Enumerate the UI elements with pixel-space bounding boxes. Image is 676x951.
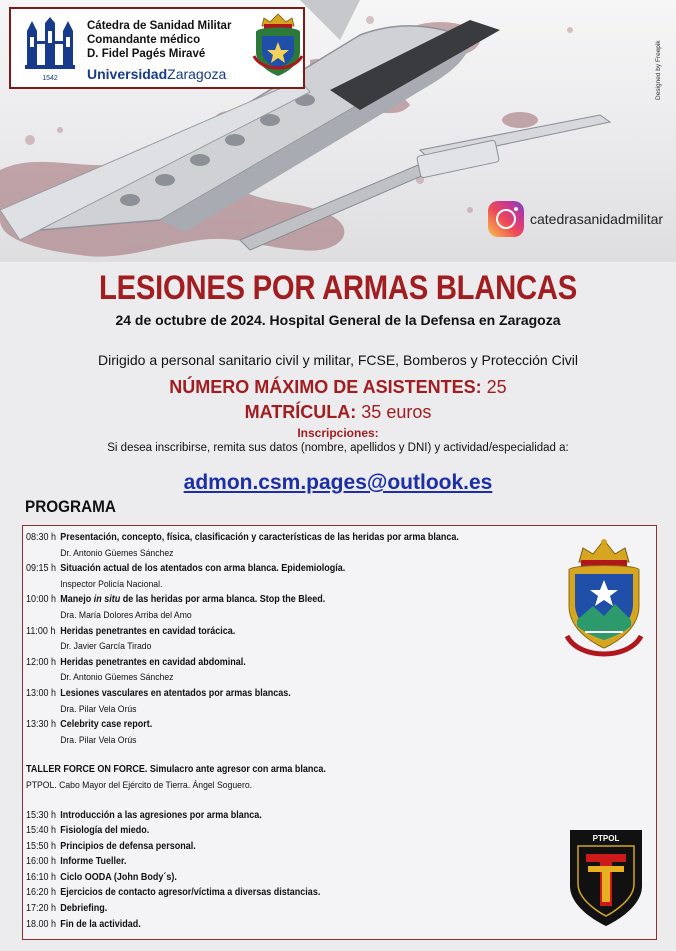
entry-description-post: de las heridas por arma blanca. Stop the Bleed. — [120, 594, 326, 606]
max-attendees-value: 25 — [486, 377, 507, 397]
entry-description — [60, 594, 325, 605]
program-entry — [26, 808, 494, 824]
entry-time: 16:10 h — [26, 871, 57, 883]
entry-description: Fisiología del miedo. — [60, 825, 150, 837]
entry-description: Celebrity case report. — [60, 719, 153, 731]
university-name-rest: Zaragoza — [167, 66, 227, 82]
audience-text: Dirigido a personal sanitario civil y militar, FCSE, Bomberos y Protección Civil — [97, 352, 579, 368]
program-entry — [26, 854, 494, 870]
entry-time: 12:00 h — [26, 656, 57, 668]
entry-description: Heridas penetrantes en cavidad abdominal. — [60, 656, 246, 668]
entry-time: 13:30 h — [26, 719, 57, 731]
workshop-title: TALLER FORCE ON FORCE. Simulacro ante agresor con arma blanca. — [26, 764, 326, 776]
entry-description: Presentación, concepto, física, clasificación y características de las heridas por arma blanca. — [60, 532, 459, 543]
registration-fee — [0, 402, 676, 423]
instagram-link[interactable] — [488, 201, 663, 237]
event-subtitle: 24 de octubre de 2024. Hospital General de la Defensa en Zaragoza — [115, 312, 561, 328]
program-entry — [26, 885, 494, 901]
entry-time: 09:15 h — [26, 563, 57, 575]
entry-description: Debriefing. — [60, 903, 108, 915]
university-name-bold: Universidad — [87, 66, 168, 82]
workshop-instructor: PTPOL. Cabo Mayor del Ejército de Tierra. Ángel Soguero. — [26, 779, 253, 791]
entry-description: Informe Tueller. — [60, 856, 127, 868]
military-crest-icon — [252, 12, 304, 80]
entry-description: Principios de defensa personal. — [60, 840, 196, 852]
entry-description: Situación actual de los atentados con arma blanca. Epidemiología. — [60, 563, 346, 575]
entry-description: Fin de la actividad. — [60, 918, 141, 930]
entry-speaker: Dra. María Dolores Arriba del Amo — [60, 609, 192, 621]
fee-label: MATRÍCULA: — [244, 402, 357, 422]
entry-time: 08:30 h — [26, 532, 57, 543]
entry-description: Heridas penetrantes en cavidad torácica. — [60, 625, 236, 637]
entry-time: 10:00 h — [26, 594, 57, 606]
entry-time: 16:20 h — [26, 887, 57, 899]
contact-email-link[interactable]: admon.csm.pages@outlook.es — [183, 471, 493, 494]
program-entry — [26, 686, 494, 702]
entry-description: Ciclo OODA (John Body´s). — [60, 871, 177, 883]
designed-by-credit: Designed by Freepik — [655, 40, 662, 100]
program-box — [22, 525, 657, 940]
entry-time: 15:30 h — [26, 809, 57, 821]
instagram-icon — [488, 201, 524, 237]
entry-time: 18.00 h — [26, 918, 57, 930]
max-attendees-label: NÚMERO MÁXIMO DE ASISTENTES: — [169, 377, 482, 397]
program-entry — [26, 839, 494, 855]
entry-time: 15:40 h — [26, 825, 57, 837]
institution-line-3: D. Fidel Pagés Miravé — [87, 48, 206, 60]
institution-name — [87, 19, 231, 61]
entry-speaker: Dr. Javier García Tirado — [60, 641, 152, 653]
program-entries — [26, 530, 546, 932]
institution-line-2: Comandante médico — [87, 34, 201, 46]
program-entry — [26, 655, 494, 671]
event-title: LESIONES POR ARMAS BLANCAS — [99, 269, 577, 307]
entry-speaker: Dr. Antonio Güemes Sánchez — [60, 547, 174, 559]
ptpol-badge-text: PTPOL — [592, 834, 620, 843]
institution-line-1: Cátedra de Sanidad Militar — [87, 20, 232, 32]
university-year: 1542 — [42, 75, 58, 82]
program-entry — [26, 823, 494, 839]
hero-banner — [0, 0, 676, 262]
program-entry — [26, 917, 494, 933]
program-entry — [26, 530, 494, 546]
instagram-handle: catedrasanidadmilitar — [530, 211, 664, 227]
registration-label: Inscripciones: — [297, 426, 379, 440]
program-entry — [26, 561, 494, 577]
program-entry — [26, 901, 494, 917]
entry-speaker: Dra. Pilar Vela Orús — [60, 734, 137, 746]
entry-description: Ejercicios de contacto agresor/víctima a diversas distancias. — [60, 887, 321, 899]
max-attendees — [0, 377, 676, 398]
entry-description: Lesiones vasculares en atentados por armas blancas. — [60, 687, 291, 699]
entry-time: 15:50 h — [26, 840, 57, 852]
entry-description-italic: in situ — [93, 594, 121, 606]
entry-speaker: Dr. Antonio Güemes Sánchez — [60, 672, 174, 684]
entry-time: 13:00 h — [26, 687, 57, 699]
university-name — [87, 66, 226, 82]
entry-speaker: Inspector Policía Nacional. — [60, 578, 163, 590]
medical-corps-crest-icon — [563, 536, 645, 666]
entry-time: 17:20 h — [26, 903, 57, 915]
entry-time: 16:00 h — [26, 856, 57, 868]
program-entry — [26, 717, 494, 733]
program-entry — [26, 870, 494, 886]
program-entry — [26, 624, 494, 640]
program-entry — [26, 592, 494, 608]
entry-time: 11:00 h — [26, 625, 56, 637]
program-title: PROGRAMA — [25, 497, 116, 516]
entry-description: Introducción a las agresiones por arma blanca. — [60, 809, 262, 821]
entry-speaker: Dra. Pilar Vela Orús — [60, 703, 137, 715]
fee-value: 35 euros — [361, 402, 432, 422]
university-logo-icon — [21, 17, 79, 83]
ptpol-badge-icon — [566, 826, 646, 930]
entry-description-pre: Manejo — [60, 594, 94, 606]
registration-instructions: Si desea inscribirse, remita sus datos (nombre, apellidos y DNI) y actividad/especialidad a: — [107, 442, 569, 454]
